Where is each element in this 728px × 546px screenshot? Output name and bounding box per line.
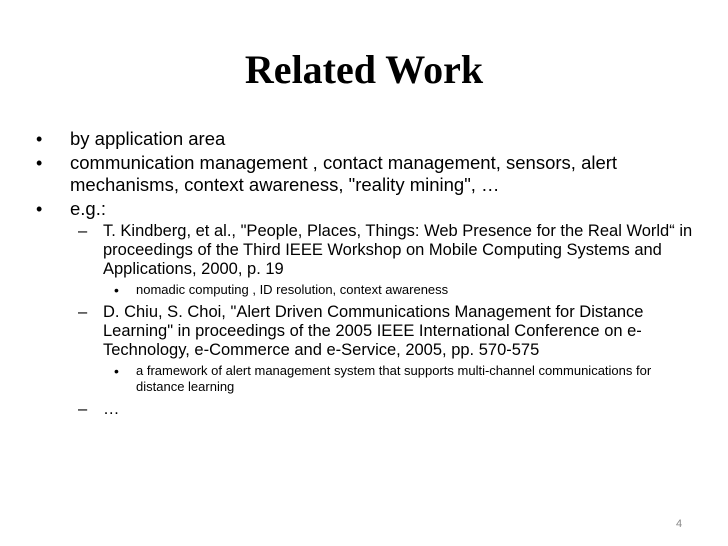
dash-icon: –: [78, 222, 88, 240]
slide-body: [36, 128, 696, 422]
dash-icon: –: [78, 303, 88, 321]
note-text: a framework of alert management system that supports multi-channel communications for distance learning: [136, 363, 652, 394]
reference-text: T. Kindberg, et al., "People, Places, Things: Web Presence for the Real World“ in proceedings of the Third IEEE Workshop on Mobile Computing Systems and Applications, 2000, p. 19: [103, 222, 693, 278]
bullet-icon: •: [36, 129, 43, 149]
slide-title: Related Work: [244, 47, 484, 92]
bullet-text: e.g.:: [70, 198, 106, 219]
bullet-icon: •: [36, 199, 43, 219]
reference-text: D. Chiu, S. Choi, "Alert Driven Communications Management for Distance Learning" in proceedings of the 2005 IEEE International Conference on e-Technology, e-Commerce and e-Service, 2005, pp. 570-575: [103, 303, 644, 359]
bullet-icon: •: [114, 282, 119, 298]
bullet-item: [36, 128, 696, 150]
bullet-text: communication management , contact management, sensors, alert mechanisms, context awareness, "reality mining", …: [70, 152, 618, 195]
bullet-icon: •: [114, 363, 119, 379]
bullet-icon: •: [36, 153, 43, 173]
reference-note: [114, 363, 696, 395]
reference-note: [114, 282, 696, 298]
reference-item: [78, 303, 696, 360]
page-number: 4: [676, 518, 683, 530]
bullet-item: [36, 152, 696, 196]
bullet-item: [36, 198, 696, 220]
dash-icon: –: [78, 400, 88, 418]
reference-item: [78, 222, 696, 279]
bullet-text: by application area: [70, 128, 226, 149]
reference-text: …: [103, 400, 120, 418]
note-text: nomadic computing , ID resolution, context awareness: [136, 282, 449, 297]
reference-item: [78, 400, 696, 419]
